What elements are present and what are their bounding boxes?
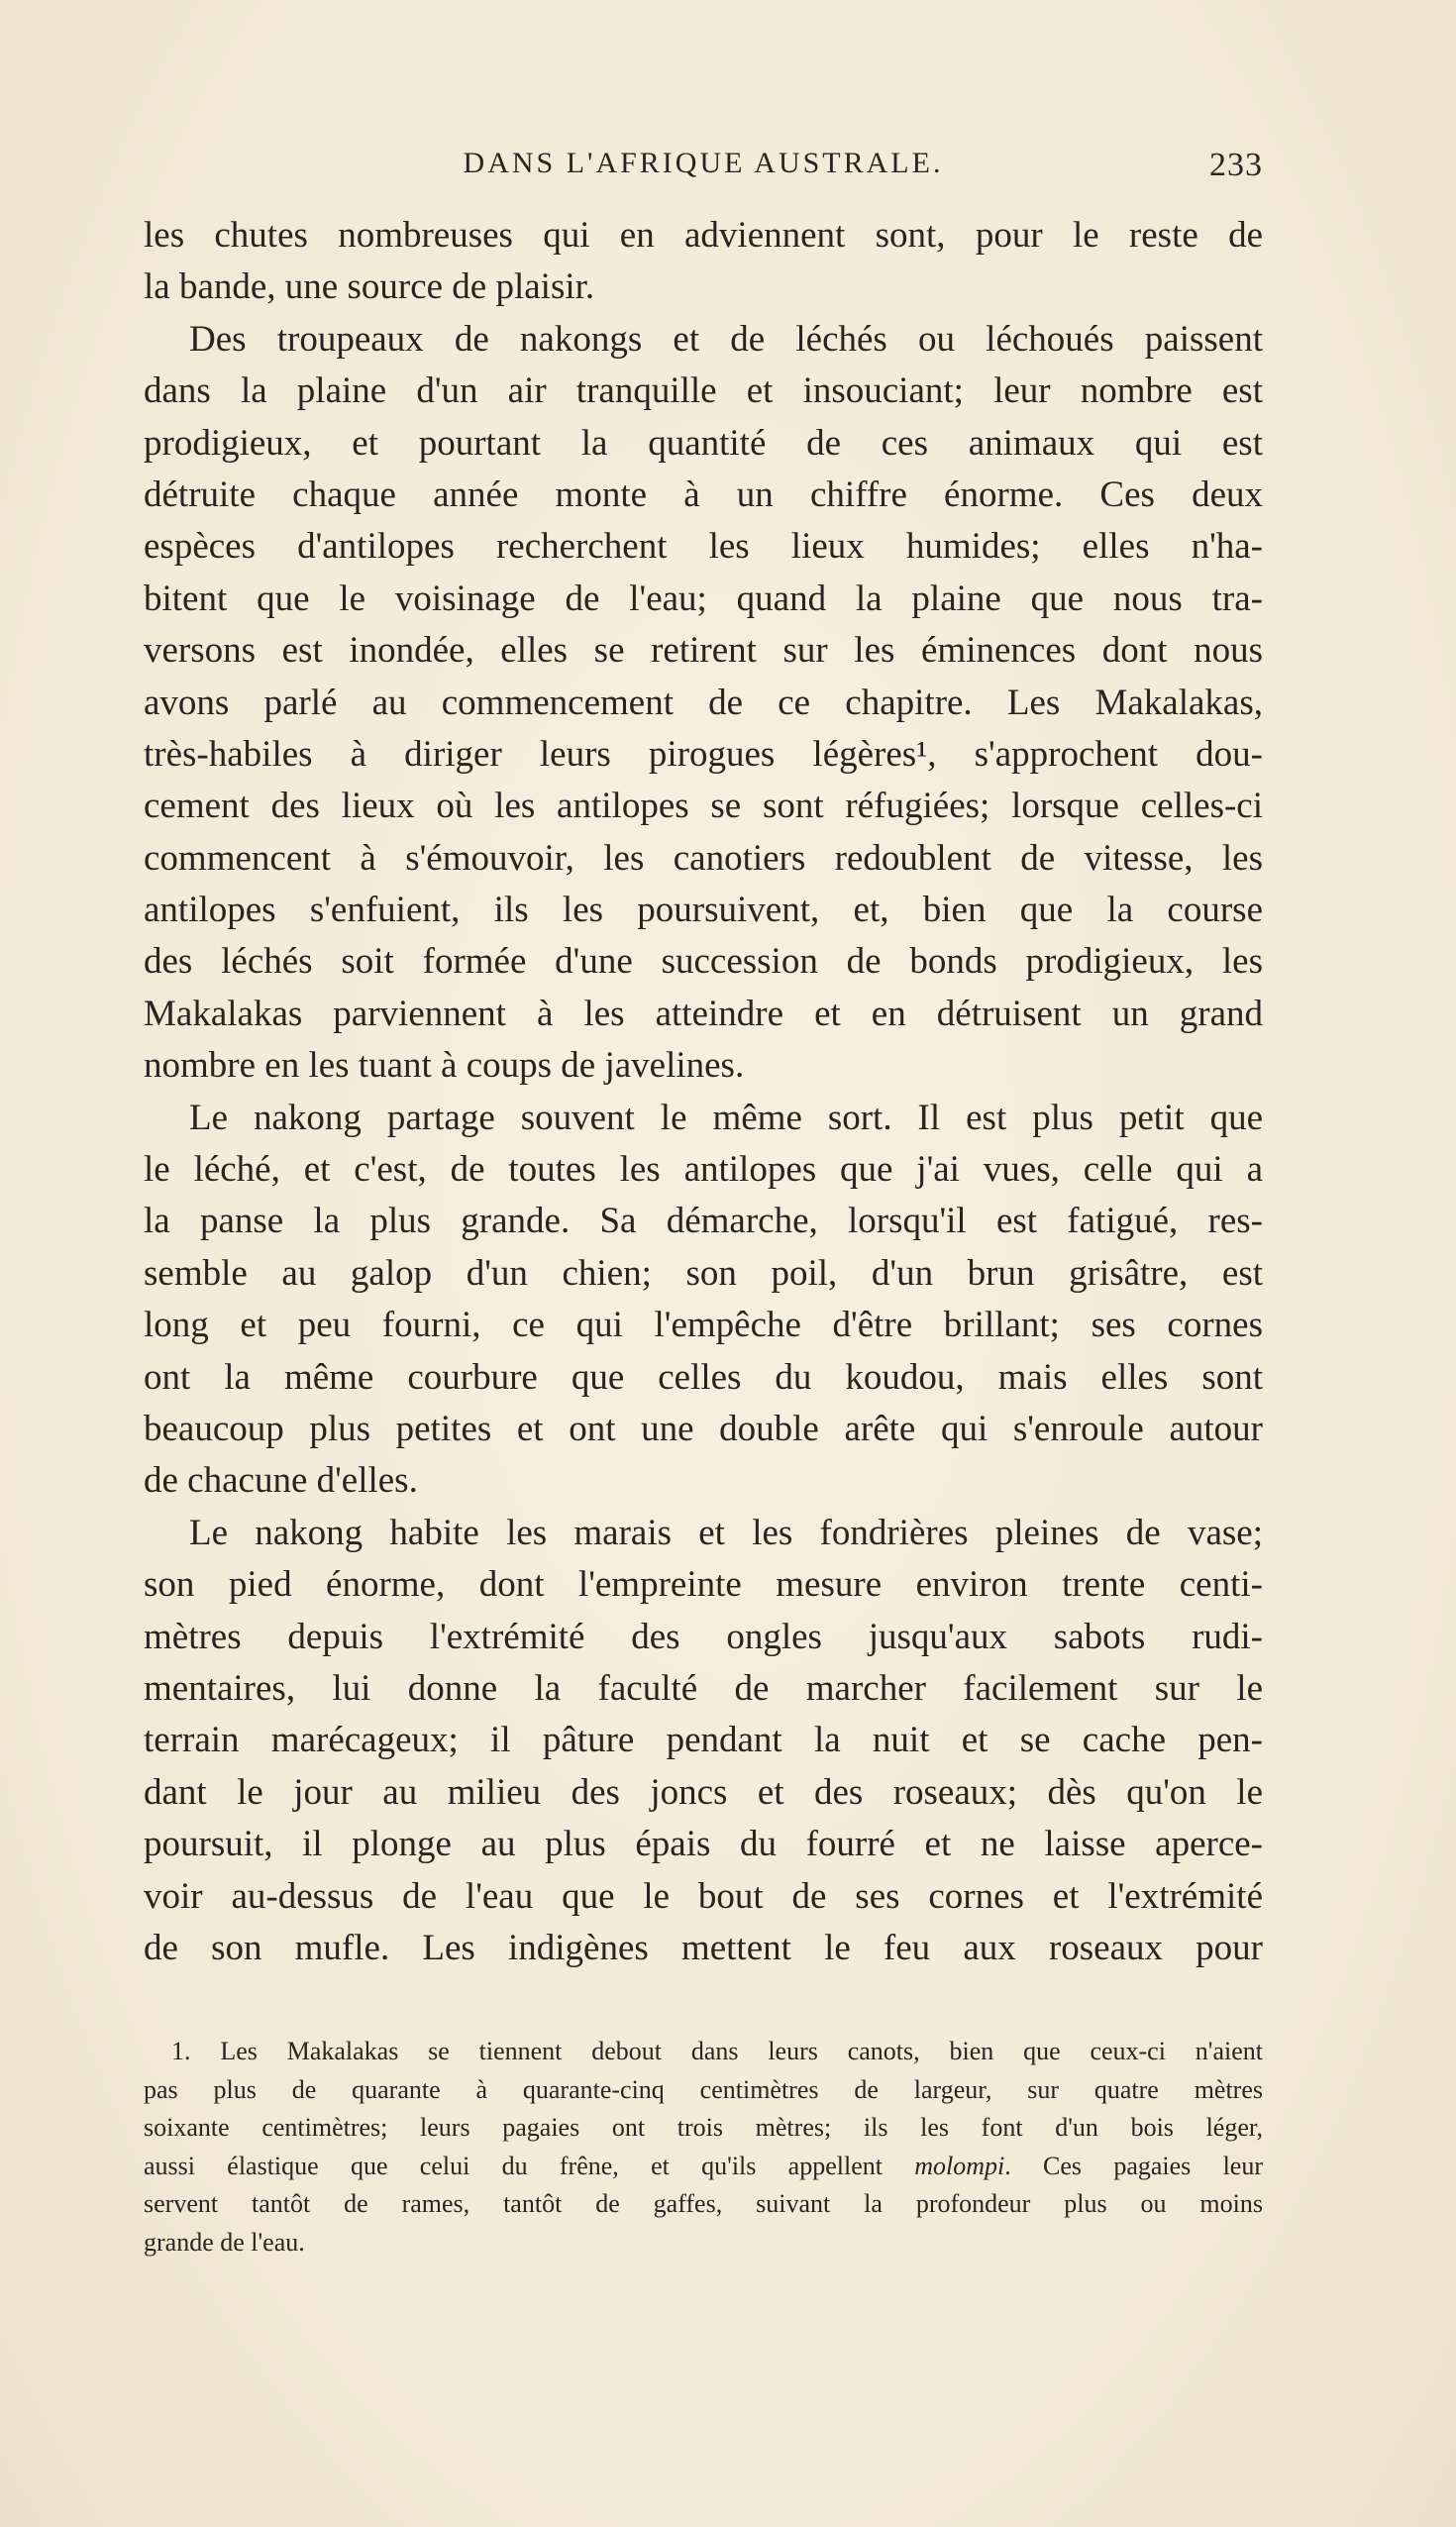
text-line: Le nakong partage souvent le même sort. Il est plus petit que	[189, 1097, 1263, 1138]
text-line: détruite chaque année monte à un chiffre énorme. Ces deux	[144, 474, 1263, 515]
text-line: le léché, et c'est, de toutes les antilopes que j'ai vues, celle qui a	[144, 1149, 1263, 1191]
text-line: versons est inondée, elles se retirent sur les éminences dont nous	[144, 630, 1263, 672]
text-line: son pied énorme, dont l'empreinte mesure environ trente centi-	[144, 1564, 1263, 1606]
text-line: poursuit, il plonge au plus épais du fourré et ne laisse aperce-	[144, 1824, 1263, 1865]
page-header	[144, 147, 1263, 190]
text-line: avons parlé au commencement de ce chapitre. Les Makalakas,	[144, 682, 1263, 723]
text-line: prodigieux, et pourtant la quantité de ces animaux qui est	[144, 422, 1263, 464]
text-line: la bande, une source de plaisir.	[144, 266, 595, 308]
text-line: les chutes nombreuses qui en adviennent sont, pour le reste de	[144, 215, 1263, 256]
text-line: de chacune d'elles.	[144, 1460, 418, 1502]
footnote-italic-term: molompi	[914, 2151, 1005, 2180]
footnote-line	[144, 2148, 1263, 2186]
text-line: semble au galop d'un chien; son poil, d'un brun grisâtre, est	[144, 1252, 1263, 1294]
body-text	[144, 210, 1263, 1974]
footnote-line: soixante centimètres; leurs pagaies ont trois mètres; ils les font d'un bois léger,	[144, 2113, 1263, 2143]
text-line: la panse la plus grande. Sa démarche, lorsqu'il est fatigué, res-	[144, 1201, 1263, 1242]
footnote-line: pas plus de quarante à quarante-cinq centimètres de largeur, sur quatre mètres	[144, 2074, 1263, 2104]
text-line: cement des lieux où les antilopes se sont réfugiées; lorsque celles-ci	[144, 786, 1263, 827]
text-line: de son mufle. Les indigènes mettent le feu aux roseaux pour	[144, 1927, 1263, 1968]
running-title: DANS L'AFRIQUE AUSTRALE.	[463, 147, 944, 179]
text-line: Le nakong habite les marais et les fondrières pleines de vase;	[189, 1512, 1263, 1553]
footnote-text: aussi élastique que celui du frêne, et qu'ils appellent	[144, 2151, 915, 2180]
text-line: Makalakas parviennent à les atteindre et en détruisent un grand	[144, 993, 1263, 1034]
text-line: mètres depuis l'extrémité des ongles jusqu'aux sabots rudi-	[144, 1616, 1263, 1657]
text-line: commencent à s'émouvoir, les canotiers redoublent de vitesse, les	[144, 837, 1263, 879]
text-line: terrain marécageux; il pâture pendant la nuit et se cache pen-	[144, 1720, 1263, 1761]
footnote-text: . Ces pagaies leur	[1004, 2151, 1263, 2180]
text-line: antilopes s'enfuient, ils les poursuivent, et, bien que la course	[144, 890, 1263, 931]
text-line: très-habiles à diriger leurs pirogues légères¹, s'approchent dou-	[144, 733, 1263, 775]
footnote-line: servent tantôt de rames, tantôt de gaffes, suivant la profondeur plus ou moins	[144, 2189, 1263, 2219]
text-line: Des troupeaux de nakongs et de léchés ou léchoués paissent	[189, 318, 1263, 360]
text-line: bitent que le voisinage de l'eau; quand la plaine que nous tra-	[144, 578, 1263, 619]
text-line: espèces d'antilopes recherchent les lieux humides; elles n'ha-	[144, 526, 1263, 568]
text-line: voir au-dessus de l'eau que le bout de ses cornes et l'extrémité	[144, 1875, 1263, 1917]
text-line: dant le jour au milieu des joncs et des roseaux; dès qu'on le	[144, 1771, 1263, 1813]
footnote-line: grande de l'eau.	[144, 2227, 305, 2257]
text-line: mentaires, lui donne la faculté de marcher facilement sur le	[144, 1667, 1263, 1709]
text-line: long et peu fourni, ce qui l'empêche d'être brillant; ses cornes	[144, 1305, 1263, 1346]
text-line: des léchés soit formée d'une succession de bonds prodigieux, les	[144, 941, 1263, 983]
text-line: ont la même courbure que celles du koudou, mais elles sont	[144, 1356, 1263, 1398]
page-number: 233	[1209, 147, 1263, 183]
text-line: dans la plaine d'un air tranquille et insouciant; leur nombre est	[144, 370, 1263, 412]
text-line: beaucoup plus petites et ont une double arête qui s'enroule autour	[144, 1408, 1263, 1449]
text-line: nombre en les tuant à coups de javelines.	[144, 1045, 745, 1087]
footnote	[144, 2033, 1263, 2263]
footnote-line: 1. Les Makalakas se tiennent debout dans leurs canots, bien que ceux-ci n'aient	[171, 2037, 1263, 2065]
